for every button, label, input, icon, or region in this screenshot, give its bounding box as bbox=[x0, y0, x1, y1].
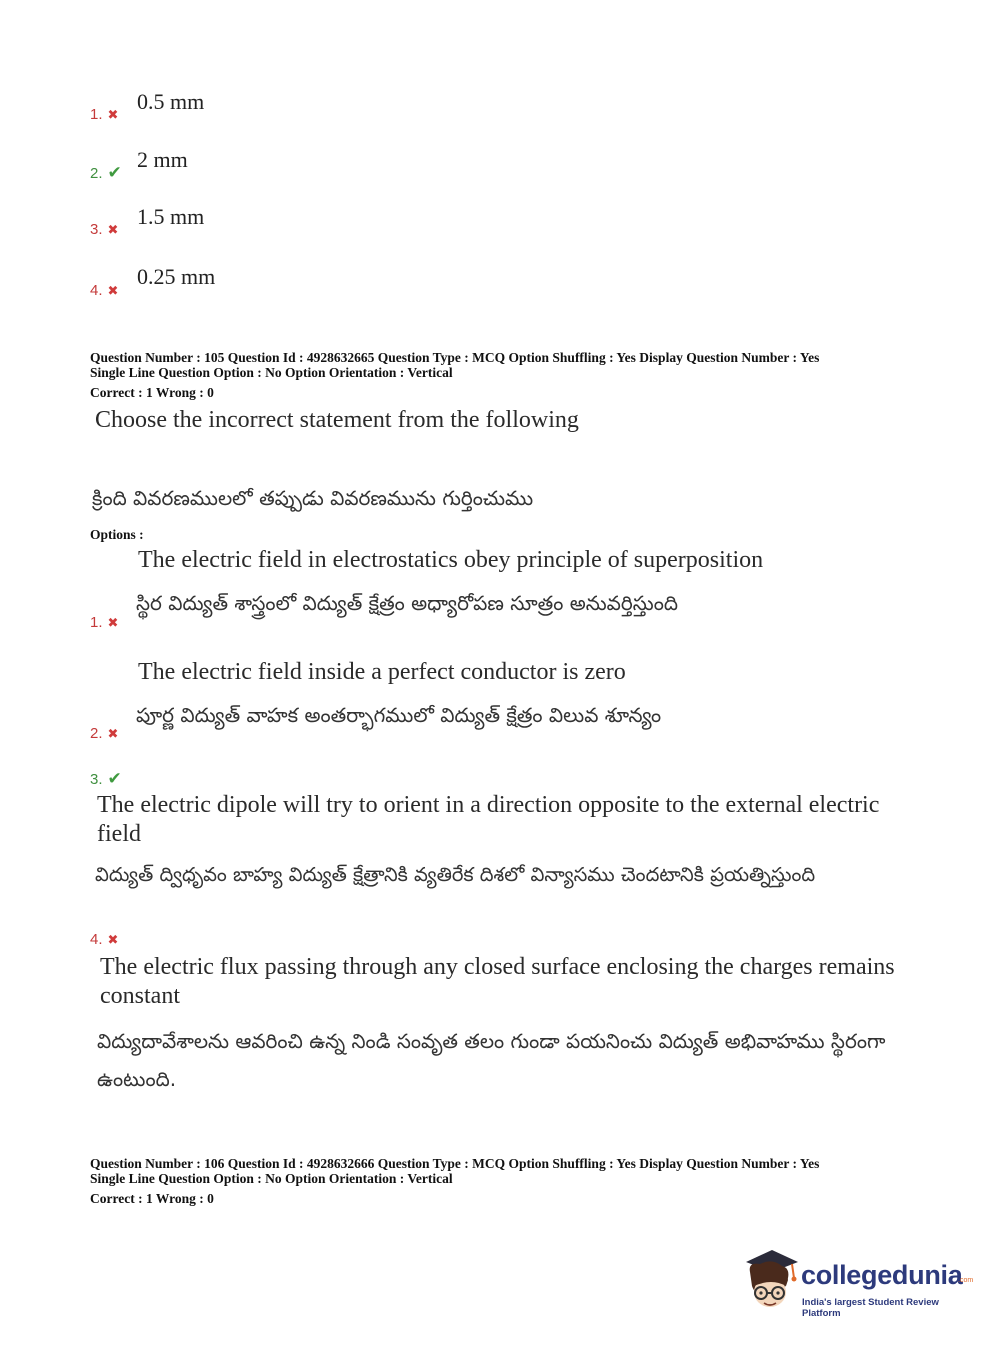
q106-meta: Question Number : 106 Question Id : 4928632666 Question Type : MCQ Option Shuffling : Yes Display Question Number : Yes Single Line Question Option : No Option Orientation : Vertical bbox=[90, 1156, 820, 1186]
q105-option-3-te: విద్యుత్ ద్విధృవం బాహ్య విద్యుత్ క్షేత్రానికి వ్యతిరేక దిశలో విన్యాసము చెందటానికి ప్రయత్నిస్తుంది bbox=[95, 863, 816, 886]
wrong-mark-icon: ✖ bbox=[107, 616, 119, 631]
q106-score: Correct : 1 Wrong : 0 bbox=[90, 1191, 214, 1206]
mascot-logo-icon bbox=[742, 1248, 800, 1318]
prev-option-2-value: 2 mm bbox=[137, 147, 188, 172]
q105-option-4-number: 4. ✖ bbox=[90, 931, 119, 948]
correct-check-icon: ✔ bbox=[107, 769, 122, 789]
q105-option-3-number: 3. ✔ bbox=[90, 769, 122, 789]
q105-option-1-en: The electric field in electrostatics obey principle of superposition bbox=[138, 547, 764, 573]
q105-option-4-en: The electric flux passing through any closed surface enclosing the charges remains constant bbox=[100, 954, 895, 1009]
q105-option-3-en: The electric dipole will try to orient in a direction opposite to the external electric field bbox=[97, 792, 880, 847]
q105-meta: Question Number : 105 Question Id : 4928632665 Question Type : MCQ Option Shuffling : Yes Display Question Number : Yes Single Line Question Option : No Option Orientation : Vertical bbox=[90, 350, 820, 380]
prev-option-2: 2. ✔ bbox=[90, 163, 122, 183]
wrong-mark-icon: ✖ bbox=[107, 223, 119, 238]
q105-option-1-number: 1. ✖ bbox=[90, 614, 119, 631]
prev-option-4-value: 0.25 mm bbox=[137, 264, 216, 289]
logo-tagline: India's largest Student Review Platform bbox=[802, 1297, 939, 1319]
options-label: Options : bbox=[90, 527, 144, 542]
q105-question-te: క్రింది వివరణములలో తప్పుడు వివరణమును గుర్తించుము bbox=[92, 486, 534, 510]
q105-option-2-te: పూర్ణ విద్యుత్ వాహక అంతర్భాగములో విద్యుత్ క్షేత్రం విలువ శూన్యం bbox=[136, 703, 662, 727]
logo-domain: .com bbox=[958, 1277, 974, 1284]
logo-wordmark: collegedunia bbox=[801, 1260, 963, 1290]
wrong-mark-icon: ✖ bbox=[107, 933, 119, 948]
prev-option-3-value: 1.5 mm bbox=[137, 204, 205, 229]
prev-option-1: 1. ✖ bbox=[90, 106, 119, 123]
q105-option-1-te: స్థిర విద్యుత్ శాస్త్రంలో విద్యుత్ క్షేత్రం అధ్యారోపణ సూత్రం అనువర్తిస్తుంది bbox=[136, 591, 678, 615]
q105-score: Correct : 1 Wrong : 0 bbox=[90, 385, 214, 400]
q105-option-2-number: 2. ✖ bbox=[90, 725, 119, 742]
wrong-mark-icon: ✖ bbox=[107, 284, 119, 299]
q105-option-2-en: The electric field inside a perfect conductor is zero bbox=[138, 659, 626, 685]
q105-option-4-te: విద్యుదావేశాలను ఆవరించి ఉన్న నిండి సంవృత తలం గుండా పయనించు విద్యుత్ అభివాహము స్థిరంగా ఉంటుంది. bbox=[97, 1029, 886, 1091]
wrong-mark-icon: ✖ bbox=[107, 727, 119, 742]
prev-option-3: 3. ✖ bbox=[90, 221, 119, 238]
prev-option-1-value: 0.5 mm bbox=[137, 89, 205, 114]
q105-question-en: Choose the incorrect statement from the following bbox=[95, 407, 579, 433]
correct-check-icon: ✔ bbox=[107, 163, 122, 183]
wrong-mark-icon: ✖ bbox=[107, 108, 119, 123]
prev-option-4: 4. ✖ bbox=[90, 282, 119, 299]
collegedunia-logo bbox=[742, 1248, 972, 1318]
